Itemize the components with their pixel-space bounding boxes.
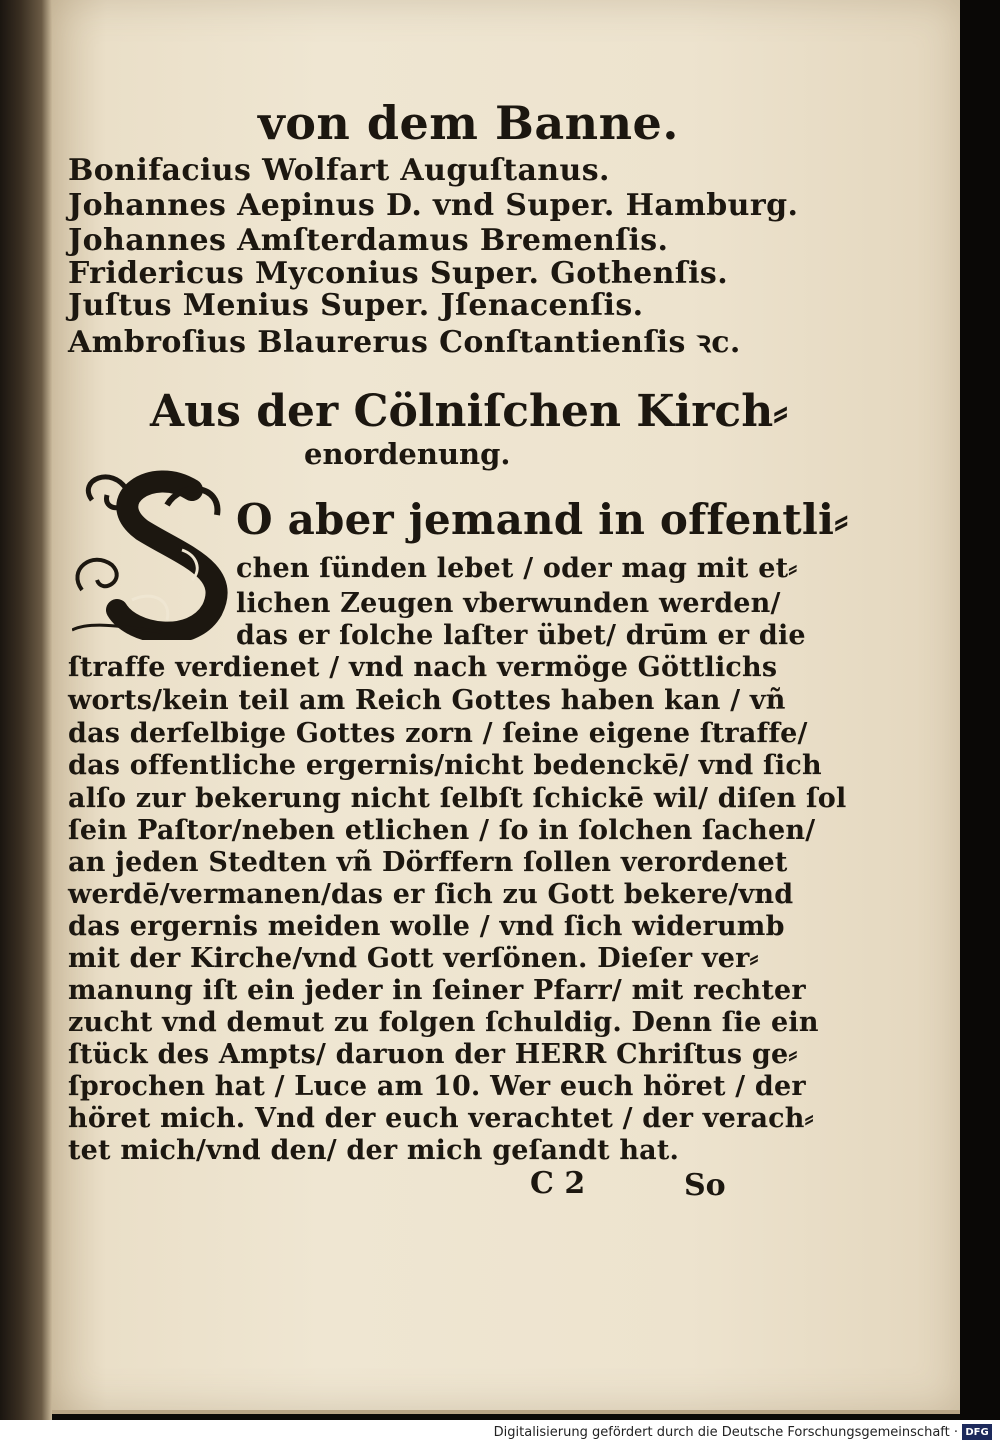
body-line: ſprochen hat / Luce am 10. Wer euch höret / der	[68, 1071, 806, 1102]
book-gutter	[0, 0, 52, 1420]
section-heading-continuation: enordenung.	[304, 437, 511, 471]
signature-mark: C 2	[530, 1166, 586, 1201]
body-line: das ergernis meiden wolle / vnd ſich widerumb	[68, 911, 785, 942]
body-line: das er ſolche laſter übet/ drūm er die	[236, 620, 806, 651]
section-heading: Aus der Cölniſchen Kirch⸗	[150, 386, 788, 437]
body-line: höret mich. Vnd der euch verachtet / der verach⸗	[68, 1103, 814, 1134]
body-line: werdē/vermanen/das er ſich zu Gott bekere/vnd	[68, 879, 794, 910]
funding-notice: Digitalisierung gefördert durch die Deutsche Forschungsgemeinschaft ·	[493, 1425, 958, 1440]
signatory-line: Bonifacius Wolfart Auguſtanus.	[68, 153, 610, 188]
signatory-line: Johannes Amſterdamus Bremenſis.	[68, 223, 669, 258]
signatory-line: Juſtus Menius Super. Jſenacenſis.	[68, 288, 644, 323]
body-line: das offentliche ergernis/nicht bedenckē/ vnd ſich	[68, 750, 822, 781]
catchword: So	[684, 1168, 726, 1203]
body-line: alſo zur bekerung nicht ſelbſt ſchickē wil/ diſen ſol	[68, 783, 847, 814]
signatory-line: Johannes Aepinus D. vnd Super. Hamburg.	[68, 188, 799, 223]
signatory-line: Fridericus Myconius Super. Gothenſis.	[68, 256, 729, 291]
body-line: an jeden Stedten vñ Dörffern ſollen verordenet	[68, 847, 788, 878]
body-line: mit der Kirche/vnd Gott verſönen. Dieſer ver⸗	[68, 943, 759, 974]
body-line: worts/kein teil am Reich Gottes haben kan / vñ	[68, 685, 786, 716]
body-line: manung iſt ein jeder in ſeiner Pfarr/ mit rechter	[68, 975, 806, 1006]
decorated-initial-s	[72, 470, 242, 640]
body-line: lichen Zeugen vberwunden werden/	[236, 588, 781, 619]
body-line: ſtück des Ampts/ daruon der HERR Chriſtus ge⸗	[68, 1039, 798, 1070]
scan-right-margin	[960, 0, 1000, 1420]
running-head: von dem Banne.	[258, 96, 679, 150]
body-line: ſtraffe verdienet / vnd nach vermöge Göttlichs	[68, 652, 778, 683]
dfg-logo: DFG	[962, 1424, 992, 1440]
body-line: tet mich/vnd den/ der mich geſandt hat.	[68, 1135, 680, 1166]
body-line: ſein Paſtor/neben etlichen / ſo in ſolchen ſachen/	[68, 815, 816, 846]
body-line: O aber jemand in offentli⸗	[236, 495, 849, 544]
body-line: das derſelbige Gottes zorn / ſeine eigene ſtraffe/	[68, 718, 808, 749]
signatory-line: Ambroſius Blaurerus Conſtantienſis ꝛc.	[68, 325, 741, 360]
body-line: chen ſünden lebet / oder mag mit et⸗	[236, 553, 798, 584]
body-line: zucht vnd demut zu folgen ſchuldig. Denn ſie ein	[68, 1007, 819, 1038]
